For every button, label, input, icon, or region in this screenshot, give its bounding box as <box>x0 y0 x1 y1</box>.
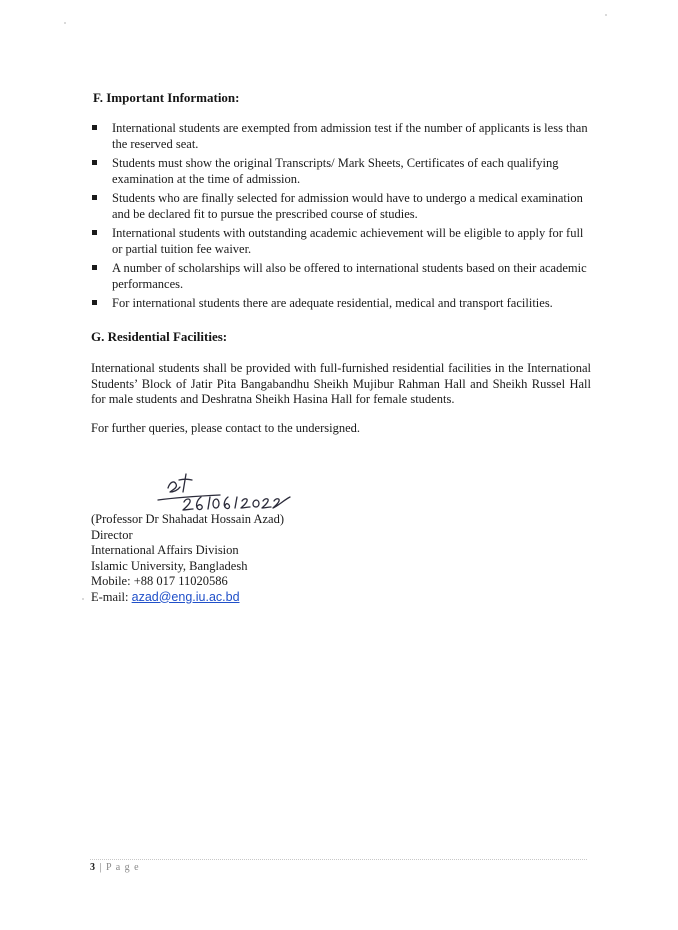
residential-paragraph: International students shall be provided with full-furnished residential facilities in the International Students’ Block of Jatir Pita Bangabandhu Sheikh Mujibur Rahman Hall and Sheikh Russel Hall for male students and Deshratna Sheikh Hasina Hall for female students. <box>91 361 591 406</box>
footer-separator: | <box>99 862 103 873</box>
list-item-text: International students with outstanding academic achievement will be eligible to apply for full or partial tuition fee waiver. <box>112 226 584 256</box>
signatory-division: International Affairs Division <box>91 543 239 557</box>
list-item-text: International students are exempted from admission test if the number of applicants is less than the reserved seat. <box>112 121 588 151</box>
bullet-icon <box>92 160 97 165</box>
signature-block <box>91 512 284 605</box>
list-item-text: A number of scholarships will also be offered to international students based on their academic performances. <box>112 261 587 291</box>
list-item-text: Students who are finally selected for admission would have to undergo a medical examination and be declared fit to pursue the prescribed course of studies. <box>112 191 583 221</box>
bullet-icon <box>92 125 97 130</box>
bullet-icon <box>92 300 97 305</box>
page-number: 3 <box>90 862 96 873</box>
scan-speck <box>605 14 607 16</box>
list-item <box>90 295 595 311</box>
signatory-mobile: Mobile: +88 017 11020586 <box>91 574 228 588</box>
signatory-email-row <box>91 590 284 606</box>
page-label: P a g e <box>106 862 140 873</box>
list-item <box>90 225 595 257</box>
footer-divider <box>90 859 587 860</box>
email-link[interactable]: azad@eng.iu.ac.bd <box>131 589 240 604</box>
queries-text: For further queries, please contact to the undersigned. <box>91 421 361 435</box>
signatory-designation: Director <box>91 527 133 542</box>
signatory-institution: Islamic University, Bangladesh <box>91 558 248 573</box>
email-label: E-mail: <box>91 589 129 604</box>
important-info-list <box>90 120 595 314</box>
page-footer <box>90 862 140 873</box>
list-item <box>90 155 595 187</box>
list-item <box>90 190 595 222</box>
section-f-heading: F. Important Information: <box>93 90 240 105</box>
signatory-name: (Professor Dr Shahadat Hossain Azad) <box>91 512 285 526</box>
bullet-icon <box>92 230 97 235</box>
scan-speck <box>82 598 84 600</box>
list-item-text: For international students there are adequate residential, medical and transport facilities. <box>112 296 553 310</box>
handwritten-signature <box>150 470 310 515</box>
bullet-icon <box>92 195 97 200</box>
section-g-heading: G. Residential Facilities: <box>91 329 228 344</box>
bullet-icon <box>92 265 97 270</box>
scan-speck <box>64 22 66 24</box>
list-item-text: Students must show the original Transcripts/ Mark Sheets, Certificates of each qualifying examination at the time of admission. <box>112 156 559 186</box>
list-item <box>90 120 595 152</box>
list-item <box>90 260 595 292</box>
